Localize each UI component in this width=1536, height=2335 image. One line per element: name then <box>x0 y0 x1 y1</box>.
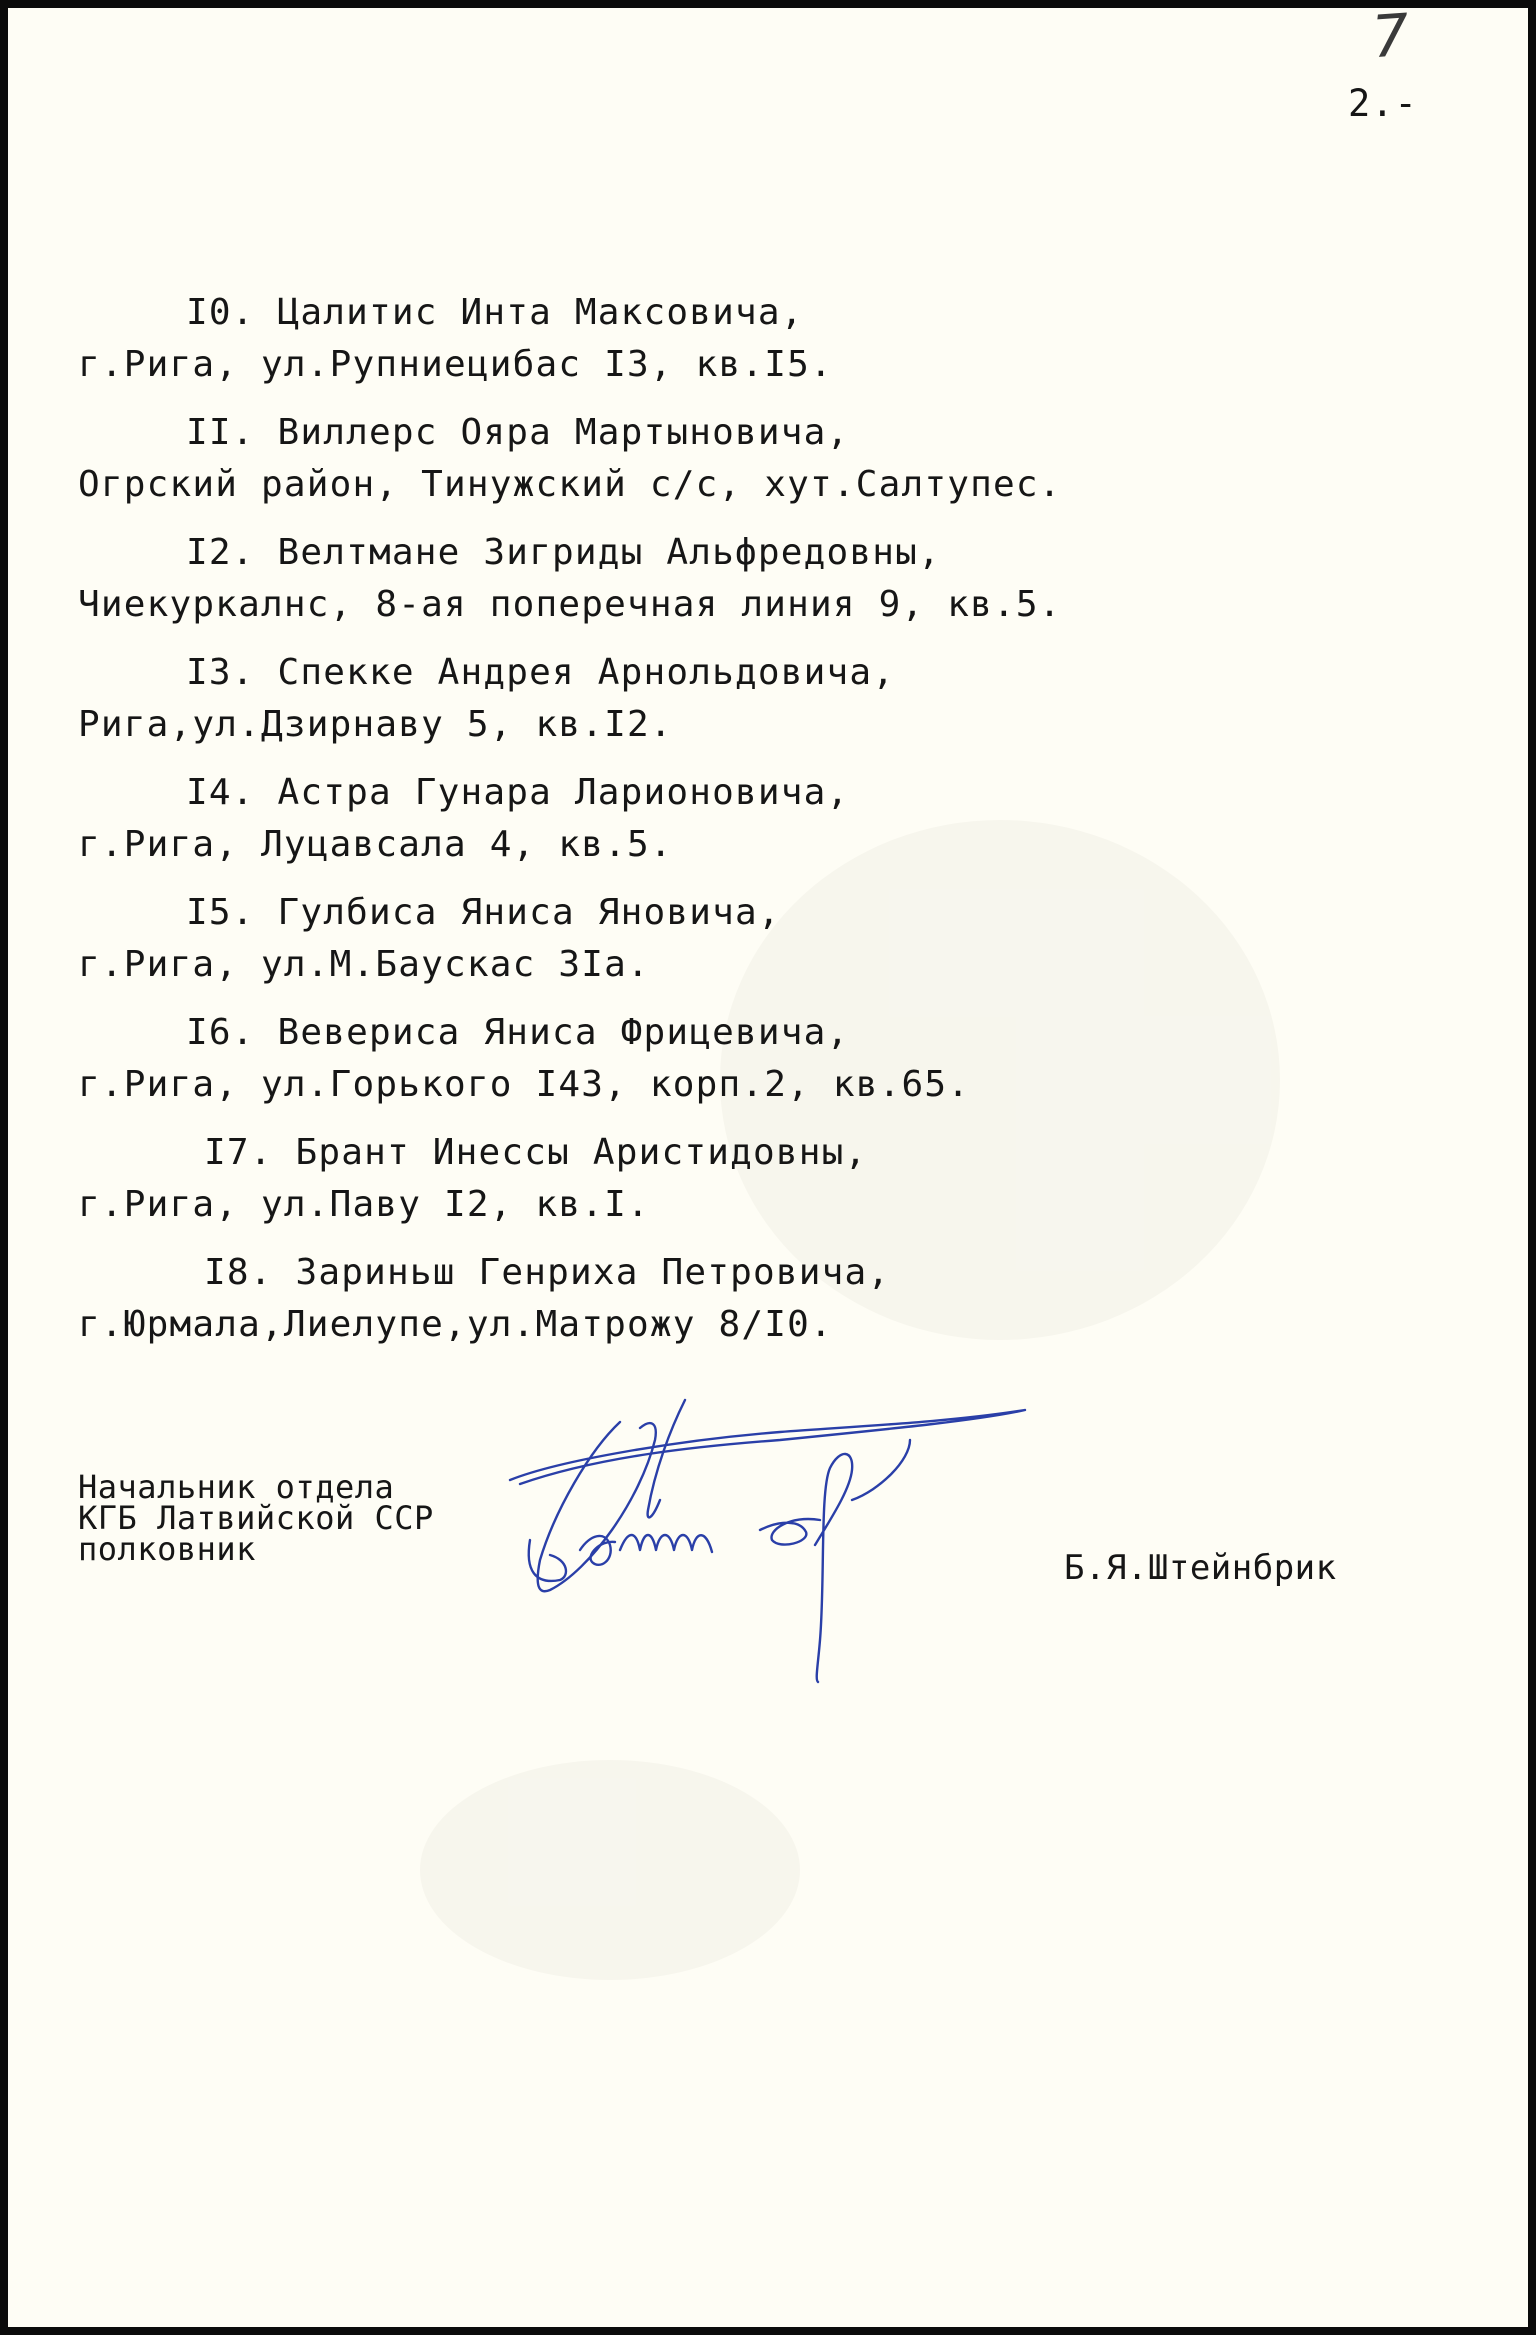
handwritten-signature <box>480 1380 1040 1700</box>
entry-name: I3. Спекке Андрея Арнольдовича, <box>186 652 896 693</box>
signatory-title <box>78 1468 434 1568</box>
list-item <box>0 1013 1536 1133</box>
scan-border-bottom <box>0 2327 1536 2335</box>
entry-address: г.Юрмала,Лиелупе,ул.Матрожу 8/I0. <box>78 1304 833 1345</box>
entry-address: Чиекуркалнс, 8-ая поперечная линия 9, кв.5. <box>78 584 1062 625</box>
entry-address: Рига,ул.Дзирнаву 5, кв.I2. <box>78 704 673 745</box>
entry-address: Огрский район, Тинужский с/с, хут.Салтупес. <box>78 464 1062 505</box>
list-item <box>0 773 1536 893</box>
entry-address: г.Рига, ул.Горького I43, корп.2, кв.65. <box>78 1064 971 1105</box>
list-item <box>0 533 1536 653</box>
entry-name: I0. Цалитис Инта Максовича, <box>186 292 804 333</box>
signer-name: Б.Я.Штейнбрик <box>1064 1548 1337 1588</box>
entry-address: г.Рига, ул.М.Баускас 3Iа. <box>78 944 650 985</box>
entry-name: II. Виллерс Ояра Мартыновича, <box>186 412 850 453</box>
entry-address: г.Рига, ул.Рупниецибас I3, кв.I5. <box>78 344 833 385</box>
list-item <box>0 893 1536 1013</box>
list-item <box>0 413 1536 533</box>
entry-name: I4. Астра Гунара Ларионовича, <box>186 772 850 813</box>
entry-address: г.Рига, Луцавсала 4, кв.5. <box>78 824 673 865</box>
list-item <box>0 1253 1536 1373</box>
signatory-position: Начальник отдела <box>78 1468 395 1506</box>
entry-address: г.Рига, ул.Паву I2, кв.I. <box>78 1184 650 1225</box>
list-item <box>0 1133 1536 1253</box>
signatory-organization: КГБ Латвийской ССР <box>78 1499 434 1537</box>
page-number: 2.- <box>1348 82 1418 125</box>
entry-name: I7. Брант Инессы Аристидовны, <box>204 1132 868 1173</box>
paper-bleedthrough <box>420 1760 800 1980</box>
list-item <box>0 653 1536 773</box>
handwritten-folio-number: 7 <box>1369 0 1412 72</box>
entry-name: I2. Велтмане Зигриды Альфредовны, <box>186 532 941 573</box>
scan-border-top <box>0 0 1536 8</box>
entry-name: I5. Гулбиса Яниса Яновича, <box>186 892 781 933</box>
entry-name: I6. Веверисa Яниса Фрицевича, <box>186 1012 850 1053</box>
list-item <box>0 293 1536 413</box>
signatory-rank: полковник <box>78 1530 256 1568</box>
entry-name: I8. Зариньш Генриха Петровича, <box>204 1252 891 1293</box>
